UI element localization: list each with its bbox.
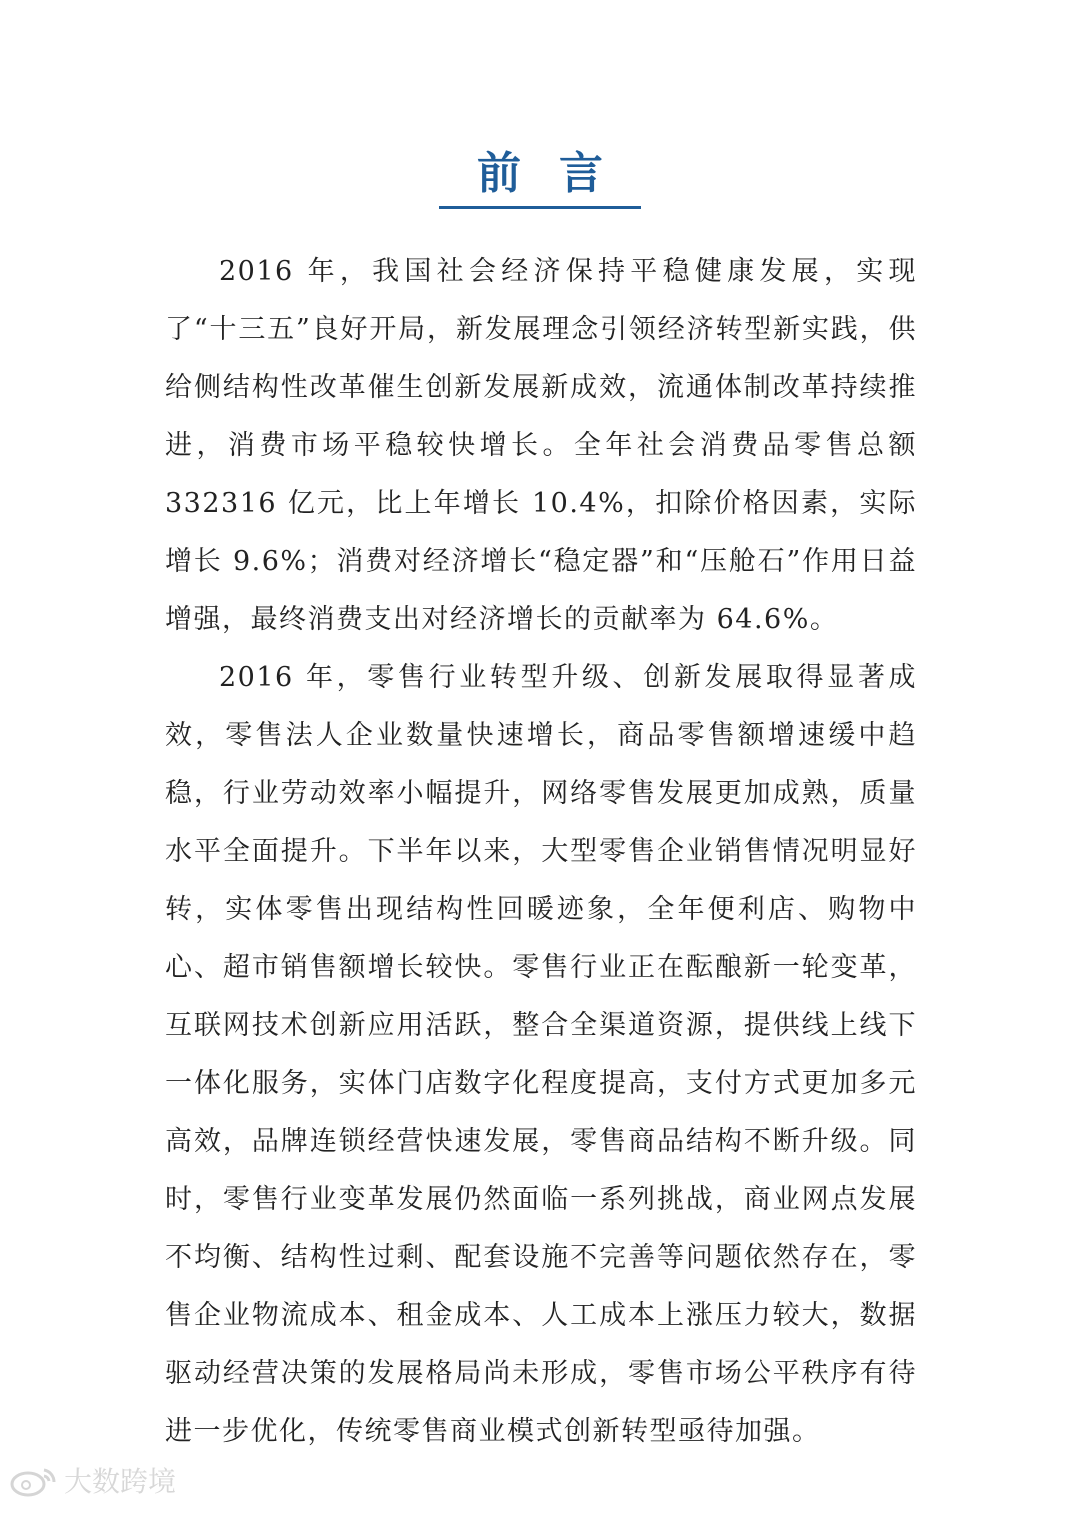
paragraph-2: 2016 年，零售行业转型升级、创新发展取得显著成效，零售法人企业数量快速增长，商品零售额增速缓中趋稳，行业劳动效率小幅提升，网络零售发展更加成熟，质量水平全面提升。下半年以来，大型零售企业销售情况明显好转，实体零售出现结构性回暖迹象，全年便利店、购物中心、超市销售额增长较快。零售行业正在酝酿新一轮变革，互联网技术创新应用活跃，整合全渠道资源，提供线上线下一体化服务，实体门店数字化程度提高，支付方式更加多元高效，品牌连锁经营快速发展，零售商品结构不断升级。同时，零售行业变革发展仍然面临一系列挑战，商业网点发展不均衡、结构性过剩、配套设施不完善等问题依然存在，零售企业物流成本、租金成本、人工成本上涨压力较大，数据驱动经营决策的发展格局尚未形成，零售市场公平秩序有待进一步优化，传统零售商业模式创新转型亟待加强。 bbox=[165, 662, 917, 1447]
weibo-logo-icon bbox=[8, 1462, 60, 1498]
watermark-text: 大数跨境 bbox=[64, 1465, 177, 1498]
watermark bbox=[8, 1460, 176, 1500]
paragraph-1: 2016 年，我国社会经济保持平稳健康发展，实现了“十三五”良好开局，新发展理念引领经济转型新实践，供给侧结构性改革催生创新发展新成效，流通体制改革持续推进，消费市场平稳较快增长。全年社会消费品零售总额 332316 亿元，比上年增长 10.4%，扣除价格因素，实际增长 9.6%；消费对经济增长“稳定器”和“压舱石”作用日益增强，最终消费支出对经济增长的贡献率为 64.6%。 bbox=[165, 256, 917, 635]
page-title-wrap bbox=[0, 148, 1080, 209]
page-title: 前言 bbox=[439, 148, 641, 209]
document-body bbox=[165, 243, 917, 1461]
